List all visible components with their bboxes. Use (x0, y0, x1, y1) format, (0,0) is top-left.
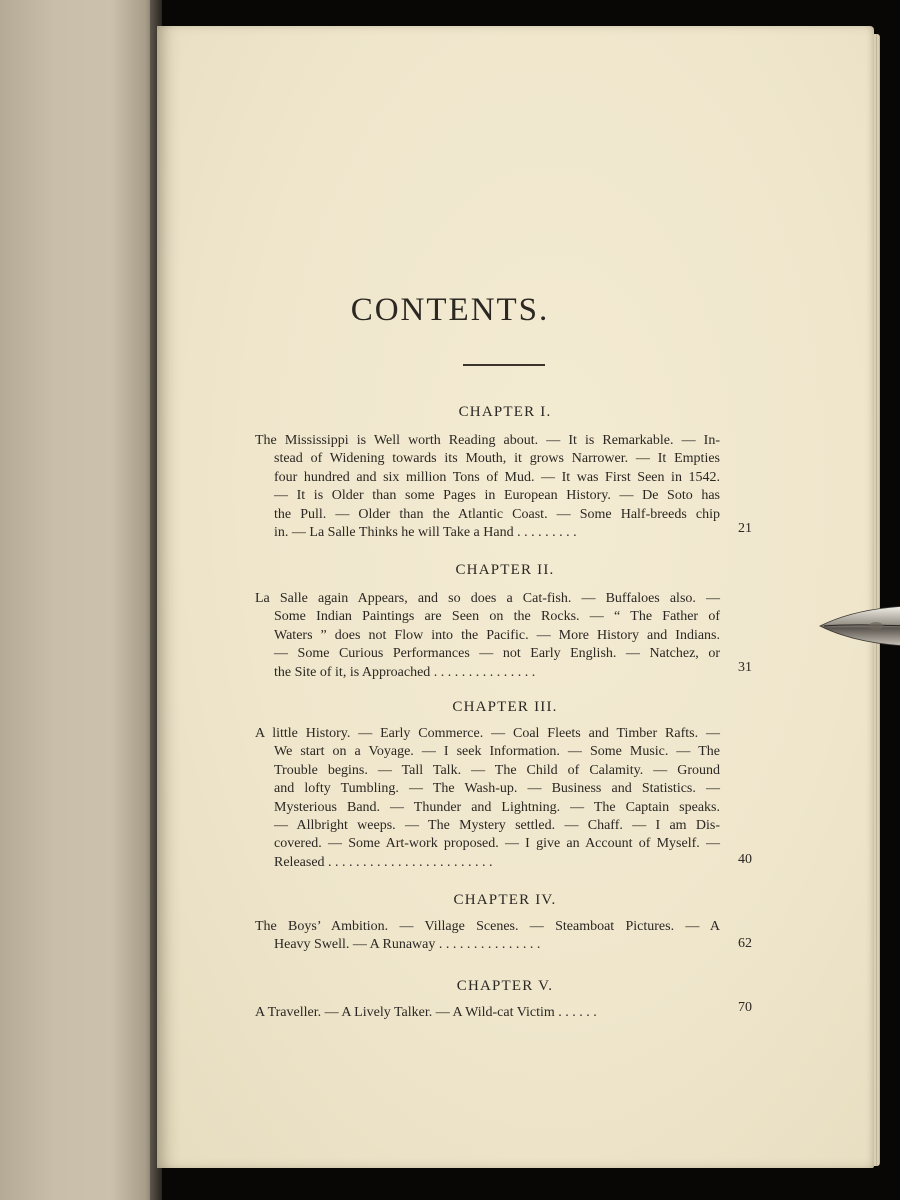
page-number: 21 (738, 521, 752, 536)
summary-line: — It is Older than some Pages in European History. — De Soto has (274, 488, 720, 504)
facing-page (0, 0, 158, 1200)
summary-line: A little History. — Early Commerce. — Coal Fleets and Timber Rafts. — (255, 726, 720, 741)
chapter-heading: CHAPTER I. (458, 404, 552, 420)
summary-line: four hundred and six million Tons of Mud. — It was First Seen in 1542. (274, 469, 720, 485)
summary-line: The Boys’ Ambition. — Village Scenes. — Steamboat Pictures. — A (255, 919, 720, 934)
summary-line: and lofty Tumbling. — The Wash-up. — Business and Statistics. — (274, 781, 720, 797)
summary-line: La Salle again Appears, and so does a Cat-fish. — Buffaloes also. — (255, 591, 720, 606)
title-rule (463, 364, 545, 366)
chapter-summary (255, 1004, 720, 1022)
chapter-heading: CHAPTER IV. (453, 892, 557, 908)
chapter-heading: CHAPTER II. (455, 562, 555, 578)
summary-line: Heavy Swell. — A Runaway . . . . . . . . . . . . . . . (274, 937, 541, 953)
summary-line: stead of Widening towards its Mouth, it grows Narrower. — It Empties (274, 451, 720, 467)
pen-nib-icon (818, 604, 900, 648)
summary-line: Trouble begins. — Tall Talk. — The Child of Calamity. — Ground (274, 762, 720, 778)
summary-line: The Mississippi is Well worth Reading about. — It is Remarkable. — In- (255, 433, 720, 448)
summary-line: covered. — Some Art-work proposed. — I give an Account of Myself. — (274, 836, 720, 852)
chapter-summary (255, 590, 720, 682)
summary-line: Waters ” does not Flow into the Pacific. — More History and Indians. (274, 627, 720, 643)
summary-line: the Site of it, is Approached . . . . . . . . . . . . . . . (274, 664, 536, 680)
chapter-summary (255, 725, 720, 872)
summary-line: — Some Curious Performances — not Early English. — Natchez, or (274, 646, 720, 662)
summary-line: Some Indian Paintings are Seen on the Rocks. — “ The Father of (274, 609, 720, 625)
page-number: 40 (738, 852, 752, 867)
chapter-summary (255, 432, 720, 542)
summary-line: Mysterious Band. — Thunder and Lightning. — The Captain speaks. (274, 799, 720, 815)
page-number: 62 (738, 936, 752, 951)
summary-line: the Pull. — Older than the Atlantic Coast. — Some Half-breeds chip (274, 506, 720, 522)
chapter-heading: CHAPTER III. (452, 699, 558, 715)
contents-title: CONTENTS. (350, 292, 550, 328)
page-number: 31 (738, 660, 752, 675)
summary-line: in. — La Salle Thinks he will Take a Hand . . . . . . . . . (274, 524, 577, 540)
summary-line: We start on a Voyage. — I seek Information. — Some Music. — The (274, 744, 720, 760)
chapter-summary (255, 918, 720, 955)
summary-line: — Allbright weeps. — The Mystery settled. — Chaff. — I am Dis- (274, 817, 720, 833)
summary-line: Released . . . . . . . . . . . . . . . . . . . . . . . . (274, 854, 493, 870)
summary-line: A Traveller. — A Lively Talker. — A Wild-cat Victim . . . . . . (255, 1005, 597, 1020)
page-number: 70 (738, 1000, 752, 1015)
chapter-heading: CHAPTER V. (456, 978, 554, 994)
